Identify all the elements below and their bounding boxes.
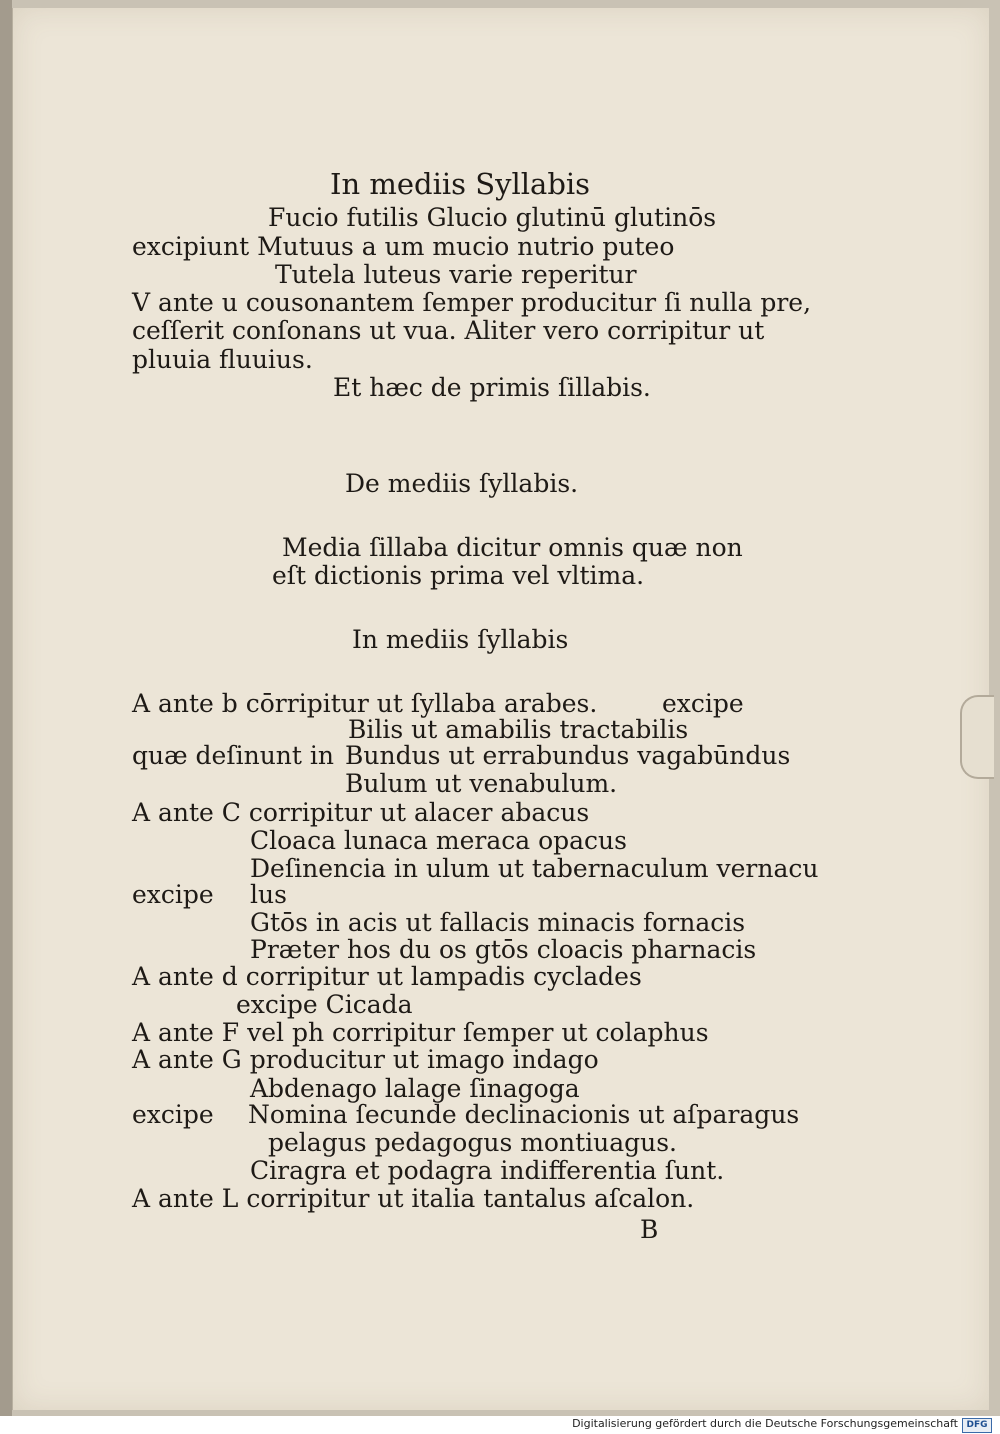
text-line: Fucio futilis Glucio glutinū glutinōs [268, 203, 717, 232]
text-line: Gtōs in acis ut fallacis minacis fornacis [250, 908, 746, 937]
heading-in-mediis-syllabis: In mediis ſyllabis [352, 625, 569, 654]
text-line: excipe [132, 880, 214, 909]
dfg-logo-icon: DFG [962, 1418, 992, 1433]
text-line: excipe [662, 689, 744, 718]
text-line: pluuia fluuius. [132, 345, 313, 374]
text-line: Tutela luteus varie reperitur [275, 260, 637, 289]
text-line: excipe [132, 1100, 214, 1129]
text-line: A ante F vel ph corripitur ſemper ut colaphus [132, 1018, 709, 1047]
text-line: A ante G producitur ut imago indago [132, 1045, 599, 1074]
text-line: A ante L corripitur ut italia tantalus aſcalon. [132, 1184, 695, 1213]
text-line: A ante C corripitur ut alacer abacus [132, 798, 590, 827]
text-line: Deſinencia in ulum ut tabernaculum vernacu [250, 854, 819, 883]
text-line: Ciragra et podagra indifferentia ſunt. [250, 1156, 725, 1185]
funding-credit: Digitalisierung gefördert durch die Deutsche Forschungsgemeinschaft [572, 1417, 958, 1430]
text-line: A ante d corripitur ut lampadis cyclades [132, 962, 642, 991]
heading-in-mediis-syllabis-top: In mediis Syllabis [330, 167, 591, 201]
adjacent-page-strip [0, 0, 12, 1416]
text-line: quæ deſinunt in [132, 741, 334, 770]
text-line: excipiunt Mutuus a um mucio nutrio puteo [132, 232, 675, 261]
text-line: ceſſerit conſonans ut vua. Aliter vero corripitur ut [132, 316, 765, 345]
text-line: Præter hos du os gtōs cloacis pharnacis [250, 935, 757, 964]
definition-line: eſt dictionis prima vel vltima. [272, 561, 645, 590]
text-line: Bundus ut errabundus vagabūndus [345, 741, 791, 770]
text-line: Et hæc de primis ſillabis. [333, 373, 651, 402]
text-line: Abdenago lalage ſinagoga [250, 1074, 580, 1103]
text-line: Nomina ſecunde declinacionis ut aſparagus [248, 1100, 800, 1129]
page-edge-tab [960, 695, 994, 779]
text-line: lus [250, 880, 287, 909]
text-line: pelagus pedagogus montiuagus. [268, 1128, 678, 1157]
text-line: V ante u cousonantem ſemper producitur ſi nulla pre, [132, 288, 812, 317]
text-line: Bilis ut amabilis tractabilis [348, 715, 689, 744]
text-line: A ante b cōrripitur ut ſyllaba arabes. [132, 689, 598, 718]
text-line: Bulum ut venabulum. [345, 769, 618, 798]
footer-bar [0, 1416, 1000, 1434]
text-line: excipe Cicada [236, 990, 413, 1019]
heading-de-mediis-syllabis: De mediis ſyllabis. [345, 469, 579, 498]
text-line: Cloaca lunaca meraca opacus [250, 826, 627, 855]
definition-line: Media ſillaba dicitur omnis quæ non [282, 533, 743, 562]
signature-mark: B [640, 1215, 659, 1244]
